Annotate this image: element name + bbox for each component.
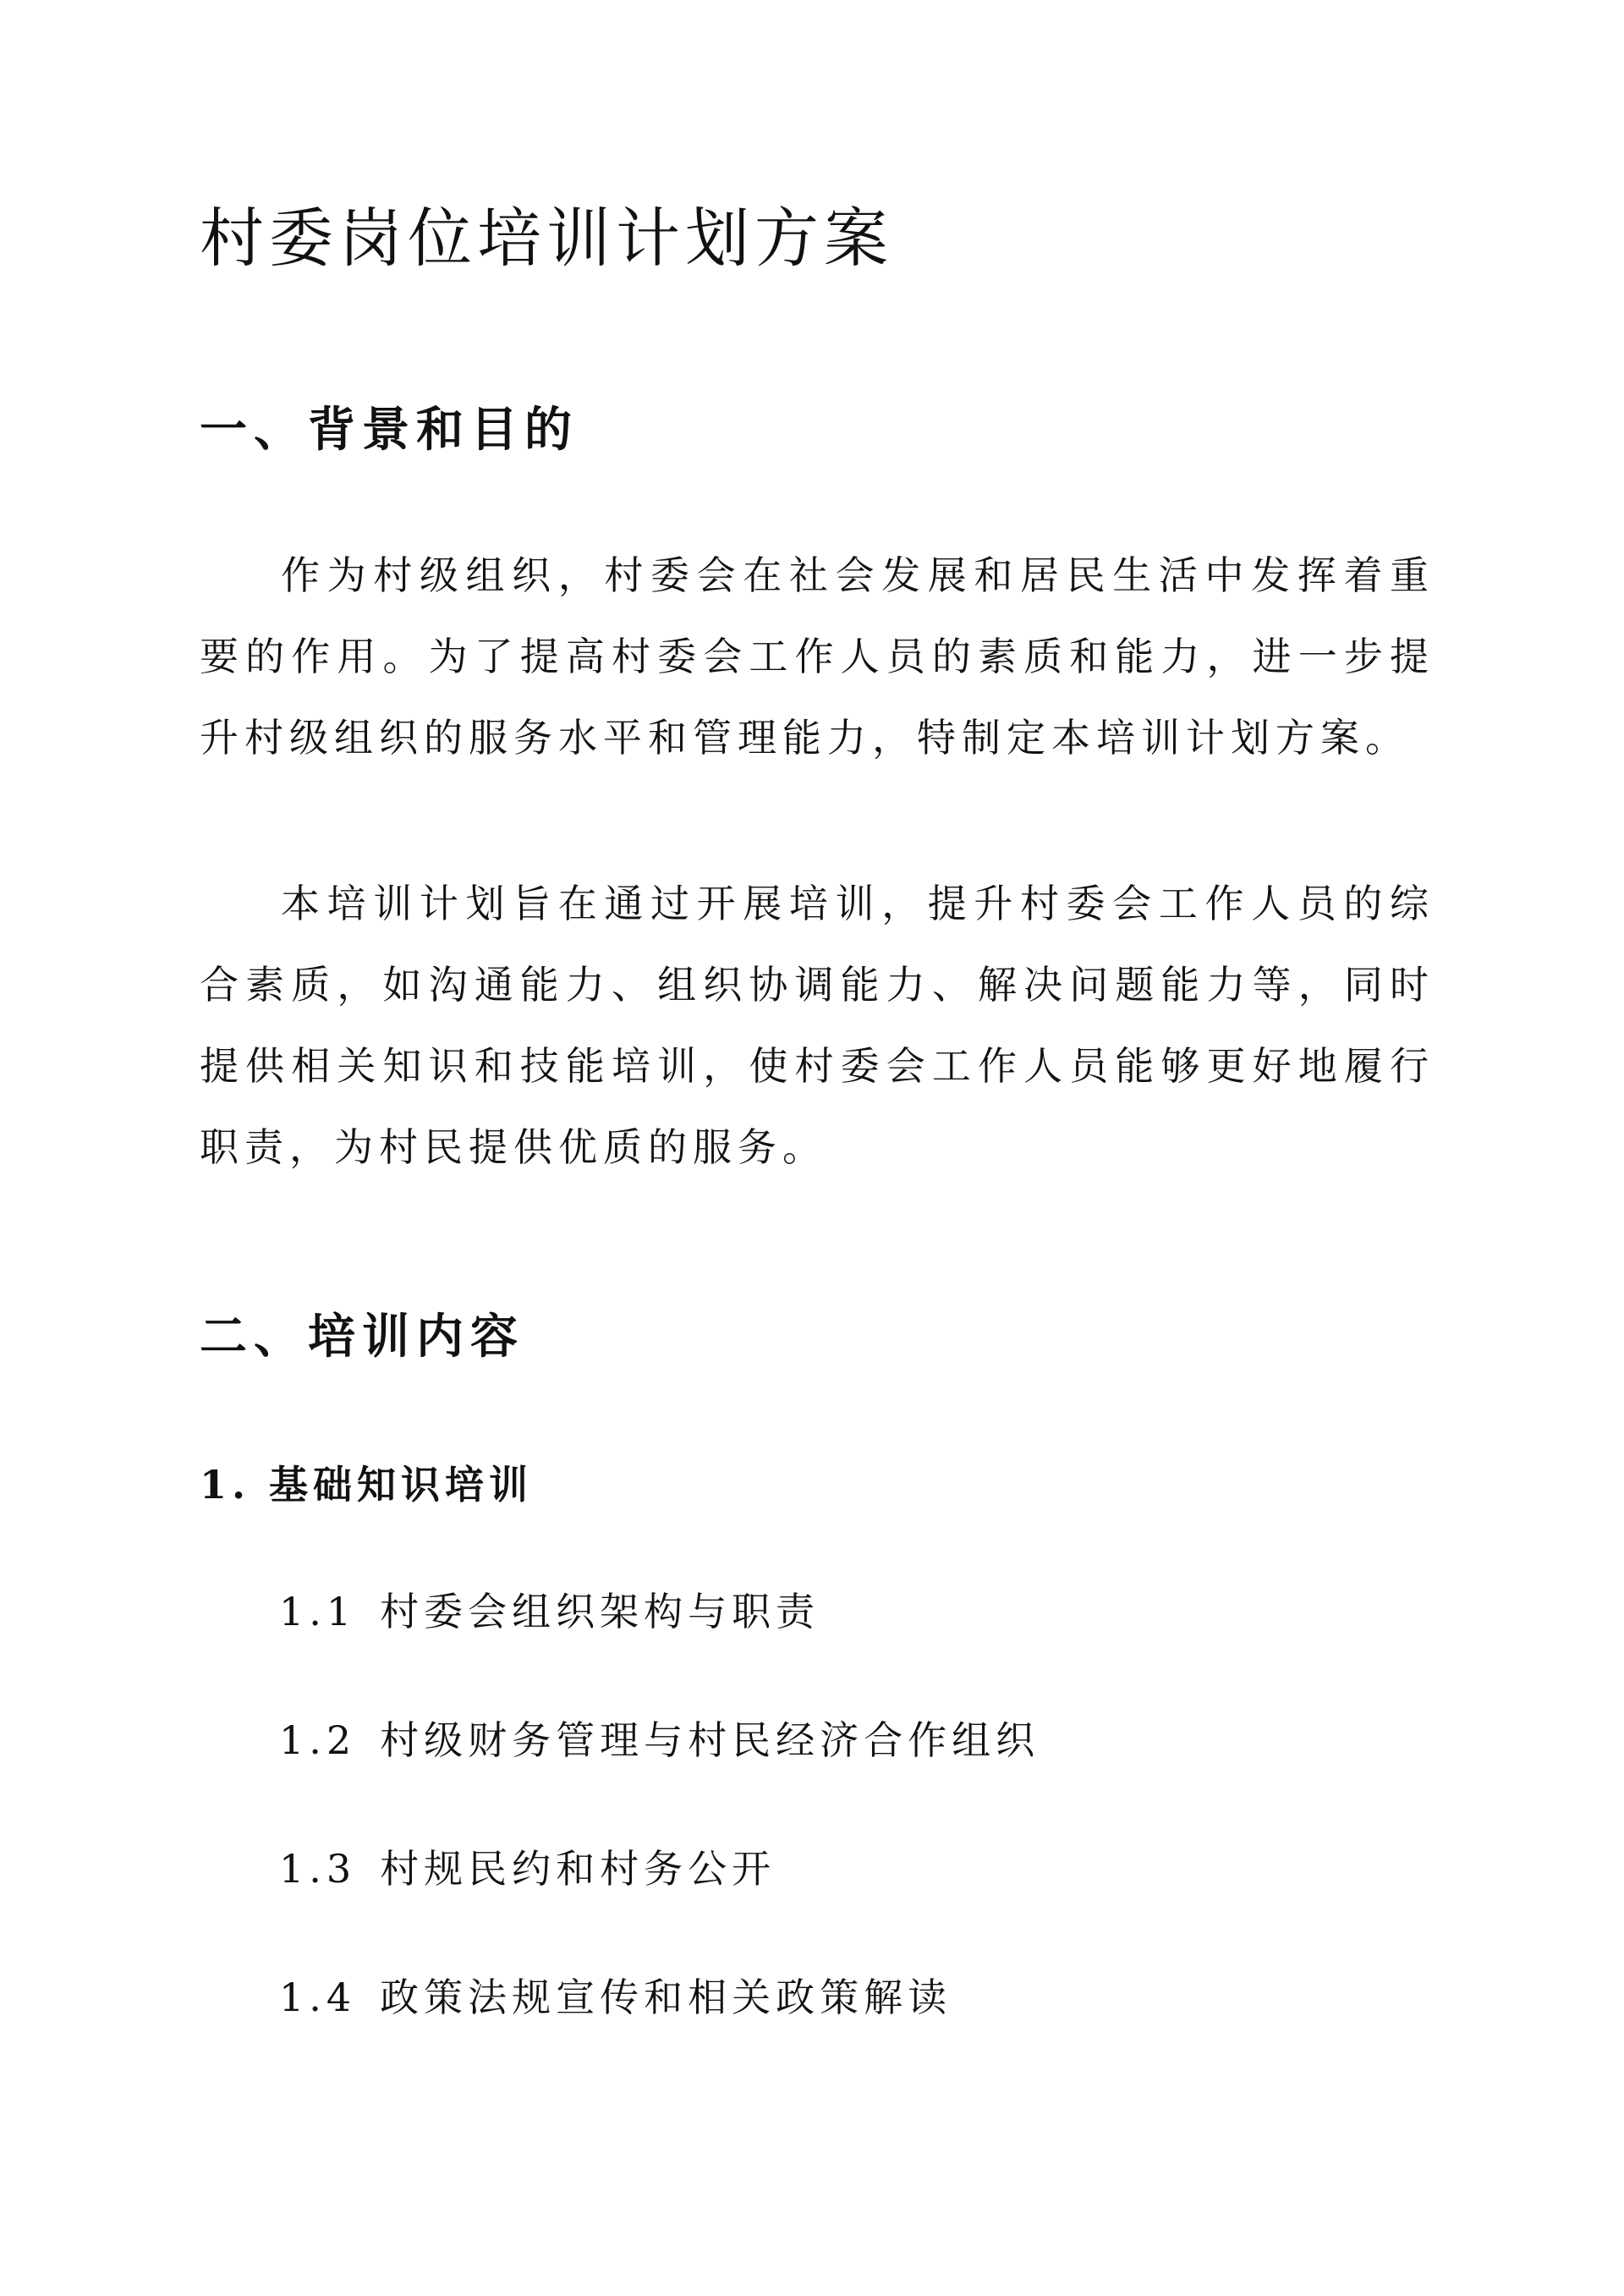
list-item-number: 1.1 bbox=[279, 1589, 357, 1634]
list-item-number: 1.2 bbox=[279, 1717, 357, 1763]
section-heading-training-content: 二、培训内容 bbox=[200, 1309, 524, 1365]
list-item-text: 村委会组织架构与职责 bbox=[380, 1589, 820, 1634]
paragraph-background-purpose: 作为村级组织，村委会在社会发展和居民生活中发挥着重要的作用。为了提高村委会工作人员的素质和能力，进一步提升村级组织的服务水平和管理能力，特制定本培训计划方案。 bbox=[200, 552, 1435, 761]
paragraph-training-goal: 本培训计划旨在通过开展培训，提升村委会工作人员的综合素质，如沟通能力、组织协调能力、解决问题能力等，同时提供相关知识和技能培训，使村委会工作人员能够更好地履行职责，为村民提供优质的服务。 bbox=[200, 881, 1435, 1170]
list-item bbox=[279, 1582, 820, 1641]
document-title: 村委岗位培训计划方案 bbox=[200, 200, 893, 276]
subsection-heading-basic-knowledge: 1. 基础知识培训 bbox=[200, 1462, 534, 1508]
list-item bbox=[279, 1968, 952, 2027]
list-item bbox=[279, 1711, 1040, 1770]
section-heading-background: 一、背景和目的 bbox=[200, 402, 579, 458]
list-item-text: 政策法规宣传和相关政策解读 bbox=[380, 1975, 952, 2020]
list-item-number: 1.4 bbox=[279, 1975, 357, 2020]
list-item-number: 1.3 bbox=[279, 1846, 357, 1892]
list-item bbox=[279, 1839, 776, 1898]
list-item-text: 村级财务管理与村民经济合作组织 bbox=[380, 1717, 1040, 1763]
list-item-text: 村规民约和村务公开 bbox=[380, 1846, 776, 1892]
